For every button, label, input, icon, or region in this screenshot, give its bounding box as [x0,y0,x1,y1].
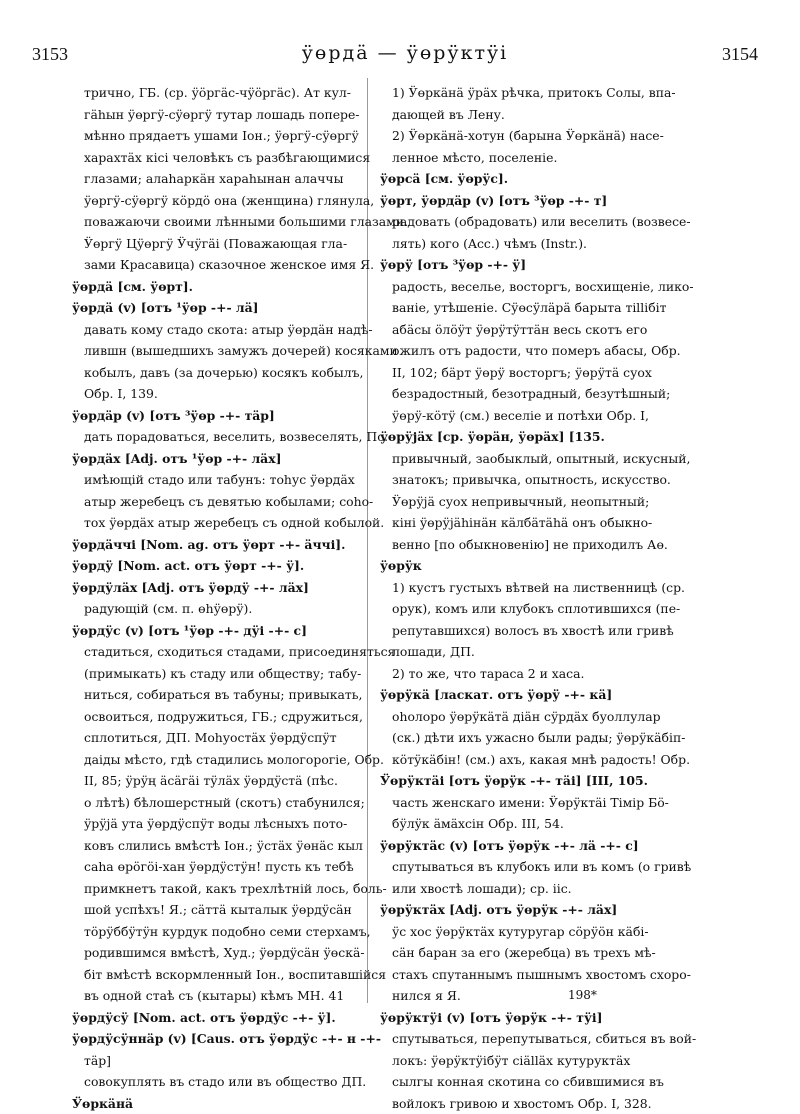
entry-text-line: спутываться, перепутываться, сбиться въ вой- [380,1028,680,1050]
entry-text-line: совокуплять въ стадо или въ общество ДП. [72,1071,370,1093]
entry-headword-line: ӱөрдӱсӱннӓр (v) [Caus. отъ ӱөрдӱс -+- н -+- [72,1028,370,1050]
entry-text-line: II, 102; бӓрт ӱөрӱ восторгъ; ӱөрӱтӓ суох [380,362,680,384]
entry-text-line: тох ӱөрдӓх атыр жеребецъ съ одной кобылой. [72,512,370,534]
entry-headword-line: ӱөрт, ӱөрдӓр (v) [отъ ³ӱөр -+- т] [380,190,680,212]
entry-text-line: ӱөрӱ-кӧтӱ (см.) веселіе и потѣхи Обр. I, [380,405,680,427]
entry-text-line: родившимся вмѣстѣ, Худ.; ӱөрдӱсӓн ӱөскӓ- [72,942,370,964]
entry-text-line: 1) Ӱөркӓнӓ ӱрӓх рѣчка, притокъ Солы, впа- [380,82,680,104]
entry-text-line: сплотиться, ДП. Моһуостӓх ӱөрдӱспӱт [72,727,370,749]
entry-text-line: саһа өрӧгӧі-хан ӱөрдӱстӱн! пусть къ тебѣ [72,856,370,878]
entry-text-line: біт вмѣстѣ вскормленный Іон., воспитавшійся [72,964,370,986]
entry-text-line: знатокъ; привычка, опытность, искусство. [380,469,680,491]
entry-text-line: орук), комъ или клубокъ сплотившихся (пе- [380,598,680,620]
right-column [380,82,680,1114]
entry-headword-line: ӱөрдӓр (v) [отъ ³ӱөр -+- тӓр] [72,405,370,427]
entry-text-line: атыр жеребецъ съ девятью кобылами; соһо- [72,491,370,513]
entry-text-line: лять) кого (Acc.) чѣмъ (Instr.). [380,233,680,255]
entry-text-line: ӱөргӱ-сӱөргӱ кӧрдӧ она (женщина) глянула, [72,190,370,212]
entry-text-line: тӓр] [72,1050,370,1072]
entry-headword-line: ӱөрдӓ [см. ӱөрт]. [72,276,370,298]
entry-text-line: спутываться въ клубокъ или въ комъ (о гривѣ [380,856,680,878]
entry-text-line: стадиться, сходиться стадами, присоединяться [72,641,370,663]
entry-headword-line: ӱөрӱ [отъ ³ӱөр -+- ӱ] [380,254,680,276]
entry-text-line: сылгы конная скотина со сбившимися въ [380,1071,680,1093]
entry-text-line: Обр. I, 139. [72,383,370,405]
entry-text-line: радость, веселье, восторгъ, восхищеніе, лико- [380,276,680,298]
entry-headword-line: Ӱөрӱктӓі [отъ ӱөрӱк -+- тӓі] [III, 105. [380,770,680,792]
entry-text-line: шой успѣхъ! Я.; сӓттӓ кыталык ӱөрдӱсӓн [72,899,370,921]
left-page-number: 3153 [32,44,68,65]
entry-text-line: о лѣтѣ) бѣлошерстный (скотъ) стабунился; [72,792,370,814]
entry-headword-line: ӱөрдӓччі [Nom. ag. отъ ӱөрт -+- ӓччі]. [72,534,370,556]
entry-headword-line: ӱөрдӓх [Adj. отъ ¹ӱөр -+- лӓх] [72,448,370,470]
entry-text-line: радовать (обрадовать) или веселить (возвесе- [380,211,680,233]
entry-text-line: ниться, собираться въ табуны; привыкать, [72,684,370,706]
entry-text-line: венно [по обыкновенію] не приходилъ Аө. [380,534,680,556]
entry-text-line: или хвостѣ лошади); ср. ііс. [380,878,680,900]
entry-text-line: (ск.) дѣти ихъ ужасно были рады; ӱөрӱкӓбіп- [380,727,680,749]
entry-text-line: (примыкать) къ стаду или обществу; табу- [72,663,370,685]
entry-headword-line: ӱөрдӱс (v) [отъ ¹ӱөр -+- дӱі -+- с] [72,620,370,642]
entry-text-line: привычный, заобыклый, опытный, искусный, [380,448,680,470]
entry-text-line: безрадостный, безотрадный, безутѣшный; [380,383,680,405]
entry-text-line: ваніе, утѣшеніе. Сӱөсӱлӓрӓ барыта тіllібіт [380,297,680,319]
entry-text-line: глазами; алаһаркӓн хараһынан алаччы [72,168,370,190]
entry-text-line: II, 85; ӱрӱң ӓсӓгӓі тӱлӓх ӱөрдӱстӓ (пѣс. [72,770,370,792]
entry-text-line: примкнетъ такой, какъ трехлѣтній лось, боль- [72,878,370,900]
signature-mark: 198* [568,988,597,1002]
entry-headword-line: ӱөрӱк [380,555,680,577]
entry-headword-line: ӱөрдӱлӓх [Adj. отъ ӱөрдӱ -+- лӓх] [72,577,370,599]
entry-text-line: 2) то же, что тараса 2 и хаса. [380,663,680,685]
entry-text-line: дающей въ Лену. [380,104,680,126]
entry-text-line: мѣнно прядаетъ ушами Іон.; ӱөргӱ-сӱөргӱ [72,125,370,147]
entry-text-line: нился я Я. [380,985,680,1007]
entry-text-line: дать порадоваться, веселить, возвеселять, Пс. [72,426,370,448]
entry-headword-line: ӱөрдӱ [Nom. act. отъ ӱөрт -+- ӱ]. [72,555,370,577]
entry-text-line: оһолоро ӱөрӱкӓтӓ діӓн сӱрдӓх буоллулар [380,706,680,728]
entry-text-line: лошади, ДП. [380,641,680,663]
entry-text-line: ӱрӱјӓ ута ӱөрдӱспӱт воды лѣсныхъ пото- [72,813,370,835]
entry-headword-line: ӱөрӱктӓс (v) [отъ ӱөрӱк -+- лӓ -+- с] [380,835,680,857]
entry-text-line: часть женскаго имени: Ӱөрӱктӓі Тімір Бӧ- [380,792,680,814]
entry-text-line: бӱлӱк ӓмӓхсін Обр. III, 54. [380,813,680,835]
entry-text-line: имѣющій стадо или табунъ: тоһус ӱөрдӓх [72,469,370,491]
entry-text-line: освоиться, подружиться, ГБ.; сдружиться, [72,706,370,728]
entry-text-line: поважаючи своими лѣнными большими глазами. [72,211,370,233]
entry-text-line: репутавшихся) волосъ въ хвостѣ или гривѣ [380,620,680,642]
entry-headword-line: ӱөрдӓ (v) [отъ ¹ӱөр -+- лӓ] [72,297,370,319]
entry-text-line: лившн (вышедшихъ замужъ дочерей) косяками [72,340,370,362]
entry-text-line: ожилъ отъ радости, что померъ абасы, Обр. [380,340,680,362]
entry-text-line: ленное мѣсто, поселеніе. [380,147,680,169]
entry-headword-line: ӱөрӱкӓ [ласкат. отъ ӱөрӱ -+- кӓ] [380,684,680,706]
running-header-title: ӱөрдӓ — ӱөрӱктӱі [240,42,570,64]
entry-headword-line: ӱөрӱктӓх [Adj. отъ ӱөрӱк -+- лӓх] [380,899,680,921]
entry-text-line: ковъ слились вмѣстѣ Іон.; ӱстӓх ӱөнӓс кыл [72,835,370,857]
entry-headword-line: ӱөрӱјӓх [ср. ӱөрӓн, ӱөрӓх] [135. [380,426,680,448]
entry-text-line: тӧрӱббӱтӱн курдук подобно семи стерхамъ, [72,921,370,943]
entry-text-line: ӱс хос ӱөрӱктӓх кутуругар сӧрӱӧн кӓбі- [380,921,680,943]
entry-text-line: войлокъ гривою и хвостомъ Обр. I, 328. [380,1093,680,1114]
entry-text-line: радующій (см. п. өһӱөрӱ). [72,598,370,620]
entry-text-line: зами Красавица) сказочное женское имя Я. [72,254,370,276]
entry-headword-line: ӱөрсӓ [см. ӱөрӱс]. [380,168,680,190]
entry-text-line: Ӱөрӱјӓ суох непривычный, неопытный; [380,491,680,513]
entry-text-line: сӓн баран за его (жеребца) въ трехъ мѣ- [380,942,680,964]
entry-text-line: абӓсы ӧлӧӱт ӱөрӱтӱттӓн весь скотъ его [380,319,680,341]
entry-text-line: 2) Ӱөркӓнӓ-хотун (барына Ӱөркӓнӓ) насе- [380,125,680,147]
entry-headword-line: ӱөрӱктӱі (v) [отъ ӱөрӱк -+- тӱі] [380,1007,680,1029]
entry-text-line: трично, ГБ. (ср. ӱӧргӓс-чӱӧргӓс). Ат кул- [72,82,370,104]
entry-text-line: харахтӓх кісі человѣкъ съ разбѣгающимися [72,147,370,169]
entry-text-line: стахъ спутаннымъ пышнымъ хвостомъ схоро- [380,964,680,986]
entry-headword-line: Ӱөркӓнӓ [72,1093,370,1114]
entry-text-line: даіды мѣсто, гдѣ стадились мологорогіе, Обр. [72,749,370,771]
entry-text-line: кіні ӱөрӱјӓһінӓн кӓлбӓтӓһӓ онъ обыкно- [380,512,680,534]
entry-text-line: 1) кустъ густыхъ вѣтвей на лиственницѣ (ср. [380,577,680,599]
entry-text-line: Ӱөргӱ Цӱөргӱ Ӱчӱгӓі (Поважающая гла- [72,233,370,255]
right-page-number: 3154 [722,44,758,65]
entry-headword-line: ӱөрдӱсӱ [Nom. act. отъ ӱөрдӱс -+- ӱ]. [72,1007,370,1029]
entry-text-line: кӧтӱкӓбін! (см.) ахъ, какая мнѣ радость! Обр. [380,749,680,771]
entry-text-line: давать кому стадо скота: атыр ӱөрдӓн надѣ- [72,319,370,341]
left-column [72,82,370,1114]
entry-text-line: гӓһын ӱөргӱ-сӱөргӱ тутар лошадь попере- [72,104,370,126]
entry-text-line: кобылъ, давъ (за дочерью) косякъ кобылъ, [72,362,370,384]
entry-text-line: локъ: ӱөрӱктӱібӱт сіӓllӓх кутуруктӓх [380,1050,680,1072]
entry-text-line: въ одной стаѣ съ (кытары) кѣмъ МН. 41 [72,985,370,1007]
